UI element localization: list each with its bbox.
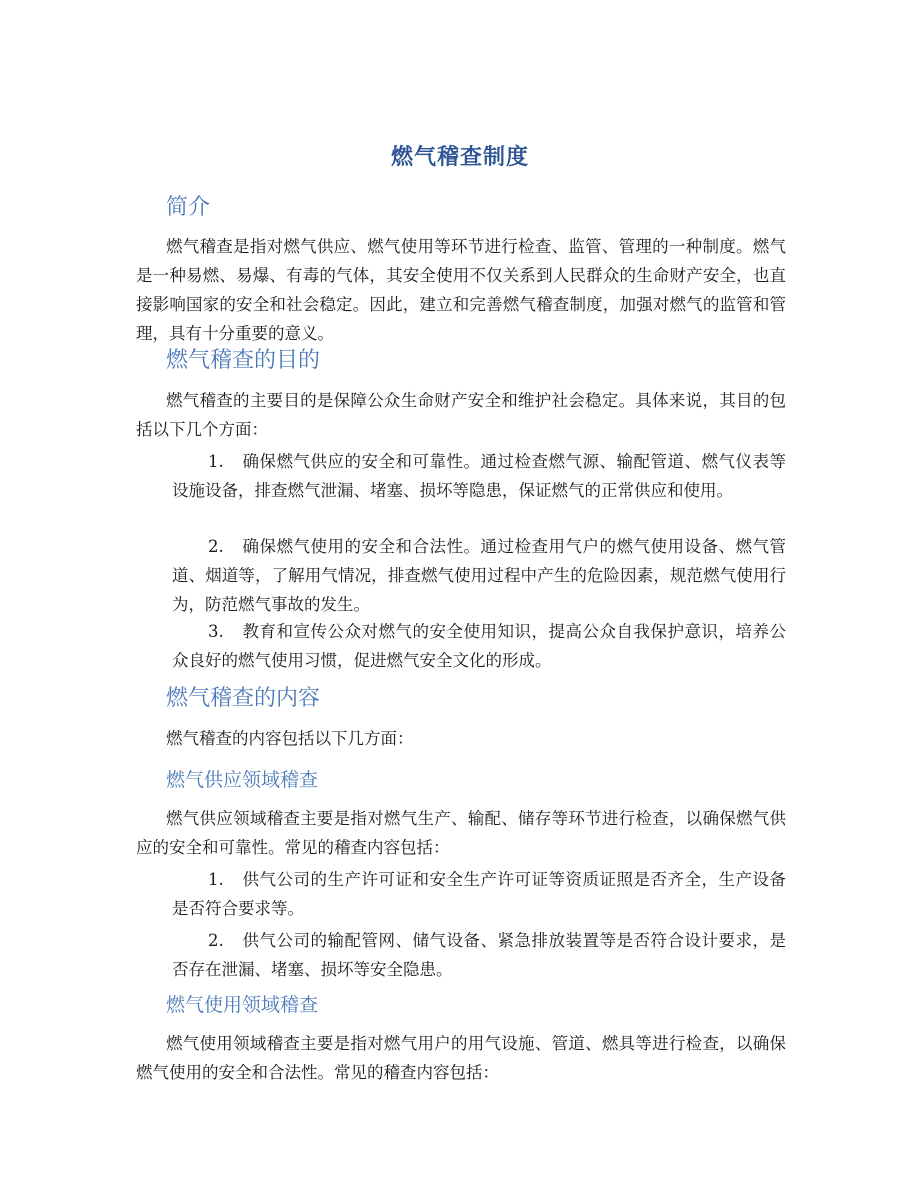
paragraph-purpose: 燃气稽查的主要目的是保障公众生命财产安全和维护社会稳定。具体来说，其目的包括以下几个方面： xyxy=(136,391,786,439)
list-item xyxy=(172,926,786,984)
list-number: 2. xyxy=(208,537,224,556)
heading-supply: 燃气供应领域稽查 xyxy=(166,769,319,791)
list-item-text: 确保燃气使用的安全和合法性。通过检查用气户的燃气使用设备、燃气管道、烟道等，了解用气情况，排查燃气使用过程中产生的危险因素，规范燃气使用行为，防范燃气事故的发生。 xyxy=(172,537,786,614)
list-item xyxy=(172,532,786,619)
list-item-text: 确保燃气供应的安全和可靠性。通过检查燃气源、输配管道、燃气仪表等设施设备，排查燃气泄漏、堵塞、损坏等隐患，保证燃气的正常供应和使用。 xyxy=(172,452,786,500)
list-number: 1. xyxy=(208,452,224,471)
paragraph-usage: 燃气使用领域稽查主要是指对燃气用户的用气设施、管道、燃具等进行检查，以确保燃气使用的安全和合法性。常见的稽查内容包括： xyxy=(136,1034,786,1082)
list-number: 1. xyxy=(208,870,224,889)
list-item xyxy=(172,617,786,675)
paragraph-supply: 燃气供应领域稽查主要是指对燃气生产、输配、储存等环节进行检查，以确保燃气供应的安全和可靠性。常见的稽查内容包括： xyxy=(136,809,786,857)
list-item-text: 供气公司的输配管网、储气设备、紧急排放装置等是否符合设计要求，是否存在泄漏、堵塞、损坏等安全隐患。 xyxy=(172,931,786,979)
list-item-text: 教育和宣传公众对燃气的安全使用知识，提高公众自我保护意识，培养公众良好的燃气使用习惯，促进燃气安全文化的形成。 xyxy=(172,622,786,670)
paragraph-content: 燃气稽查的内容包括以下几方面： xyxy=(166,729,414,748)
list-item-text: 供气公司的生产许可证和安全生产许可证等资质证照是否齐全，生产设备是否符合要求等。 xyxy=(172,870,786,918)
list-number: 2. xyxy=(208,931,224,950)
list-number: 3. xyxy=(208,622,224,641)
paragraph-intro: 燃气稽查是指对燃气供应、燃气使用等环节进行检查、监管、管理的一种制度。燃气是一种易燃、易爆、有毒的气体，其安全使用不仅关系到人民群众的生命财产安全，也直接影响国家的安全和社会稳定。因此，建立和完善燃气稽查制度，加强对燃气的监管和管理，具有十分重要的意义。 xyxy=(136,237,786,343)
list-item xyxy=(172,447,786,505)
heading-content: 燃气稽查的内容 xyxy=(166,686,321,711)
heading-intro: 简介 xyxy=(166,195,211,220)
heading-usage: 燃气使用领域稽查 xyxy=(166,994,319,1016)
list-item xyxy=(172,865,786,923)
heading-purpose: 燃气稽查的目的 xyxy=(166,348,321,373)
document-title: 燃气稽查制度 xyxy=(390,145,529,170)
